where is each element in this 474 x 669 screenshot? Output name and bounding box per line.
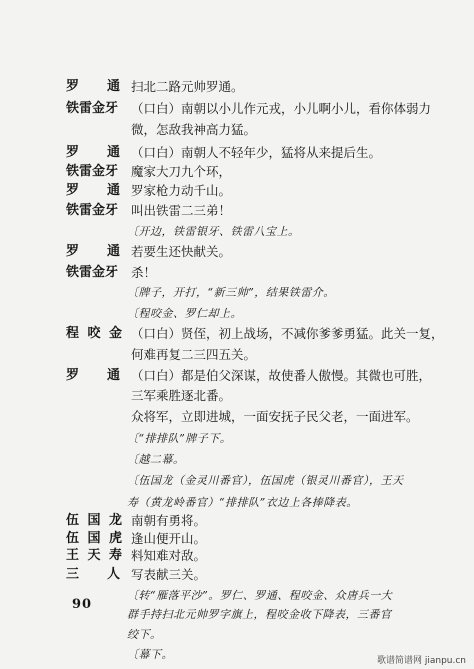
script-line — [0, 429, 474, 449]
dialogue-text: 何难再复二三四五关。 — [131, 347, 257, 362]
dialogue-text: 料知难对敌。 — [131, 548, 207, 563]
site-watermark: 歌谱简谱网 jianpu.cn — [376, 656, 466, 666]
script-line — [0, 324, 474, 344]
script-line — [0, 450, 474, 470]
dialogue-text: 若要生还快献关。 — [131, 244, 232, 259]
script-line — [0, 242, 474, 262]
dialogue-text: 罗家枪力动千山。 — [131, 183, 232, 198]
stage-direction: 〔“排排队”牌子下。 — [127, 432, 232, 445]
dialogue-text: 叫出铁雷二三弟！ — [131, 203, 232, 218]
script-line — [0, 511, 474, 531]
speaker-name: 三 人 — [66, 567, 120, 582]
script-line — [0, 201, 474, 221]
script-line — [0, 565, 474, 585]
stage-direction: 〔转“雁落平沙”。罗仁、罗通、程咬金、众唐兵一大 — [127, 589, 393, 602]
speaker-name: 铁 雷 金 牙 — [66, 265, 119, 280]
script-line — [0, 366, 474, 386]
speaker-name: 罗 通 — [66, 183, 120, 198]
speaker-name: 王 天 寿 — [66, 548, 122, 563]
speaker-name: 罗 通 — [66, 145, 120, 160]
dialogue-text: （口白）贤侄，初上战场，不减你爹爹勇猛。此关一复， — [131, 326, 444, 341]
script-line — [0, 471, 474, 491]
stage-direction: 群手持扫北元帅罗字旗上，程咬金收下降表，三番官 — [127, 608, 392, 621]
dialogue-text: 扫北二路元帅罗通。 — [131, 79, 244, 94]
page-number: 90 — [72, 597, 93, 612]
dialogue-text: 杀！ — [131, 265, 157, 280]
stage-direction: 〔伍国龙（金灵川番官），伍国虎（银灵川番官），王天 — [127, 474, 404, 487]
script-line — [0, 407, 474, 427]
script-line — [0, 493, 474, 513]
script-line — [0, 162, 474, 182]
speaker-name: 伍 国 龙 — [66, 513, 122, 528]
dialogue-text: 魔家大刀九个环， — [131, 164, 232, 179]
dialogue-text: 写表献三关。 — [131, 567, 207, 582]
script-line — [0, 181, 474, 201]
speaker-name: 罗 通 — [66, 368, 120, 383]
dialogue-text: （口白）都是伯父深谋，故使番人傲慢。其微也可胜， — [131, 368, 432, 383]
dialogue-text: 逢山便开山。 — [131, 531, 207, 546]
stage-direction: 〔幕下。 — [127, 648, 173, 661]
speaker-name: 铁 雷 金 牙 — [66, 101, 119, 116]
script-line — [0, 99, 474, 119]
speaker-name: 铁 雷 金 牙 — [66, 203, 119, 218]
dialogue-text: 众将军，立即进城，一面安抚子民父老，一面进军。 — [131, 409, 419, 424]
dialogue-text: 微，怎敌我神高力猛。 — [131, 122, 257, 137]
script-line — [0, 386, 474, 406]
script-line — [0, 143, 474, 163]
dialogue-text: （口白）南朝以小儿作元戎，小儿啊小儿，看你体弱力 — [131, 101, 432, 116]
script-line — [0, 120, 474, 140]
script-line — [0, 304, 474, 324]
stage-direction: 〔程咬金、罗仁却上。 — [127, 307, 242, 320]
stage-direction: 绞下。 — [127, 628, 162, 641]
stage-direction: 寿（黄龙岭番官）“排排队”衣边上各捧降表。 — [127, 496, 358, 509]
stage-direction: 〔越二幕。 — [127, 453, 185, 466]
speaker-name: 伍 国 虎 — [66, 531, 122, 546]
dialogue-text: 三军乘胜逐北番。 — [131, 388, 232, 403]
script-line — [0, 77, 474, 97]
speaker-name: 罗 通 — [66, 79, 120, 94]
script-line — [0, 345, 474, 365]
script-line — [0, 222, 474, 242]
speaker-name: 罗 通 — [66, 244, 120, 259]
script-line — [0, 263, 474, 283]
speaker-name: 程 咬 金 — [66, 326, 122, 341]
stage-direction: 〔牌子，开打，“新三帅”，结果铁雷介。 — [127, 286, 335, 299]
script-line — [0, 546, 474, 566]
dialogue-text: 南朝有勇将。 — [131, 513, 207, 528]
script-line — [0, 283, 474, 303]
speaker-name: 铁 雷 金 牙 — [66, 164, 119, 179]
stage-direction: 〔开边，铁雷银牙、铁雷八宝上。 — [127, 225, 300, 238]
script-line — [0, 625, 474, 645]
dialogue-text: （口白）南朝人不轻年少，猛将从来提后生。 — [131, 145, 382, 160]
